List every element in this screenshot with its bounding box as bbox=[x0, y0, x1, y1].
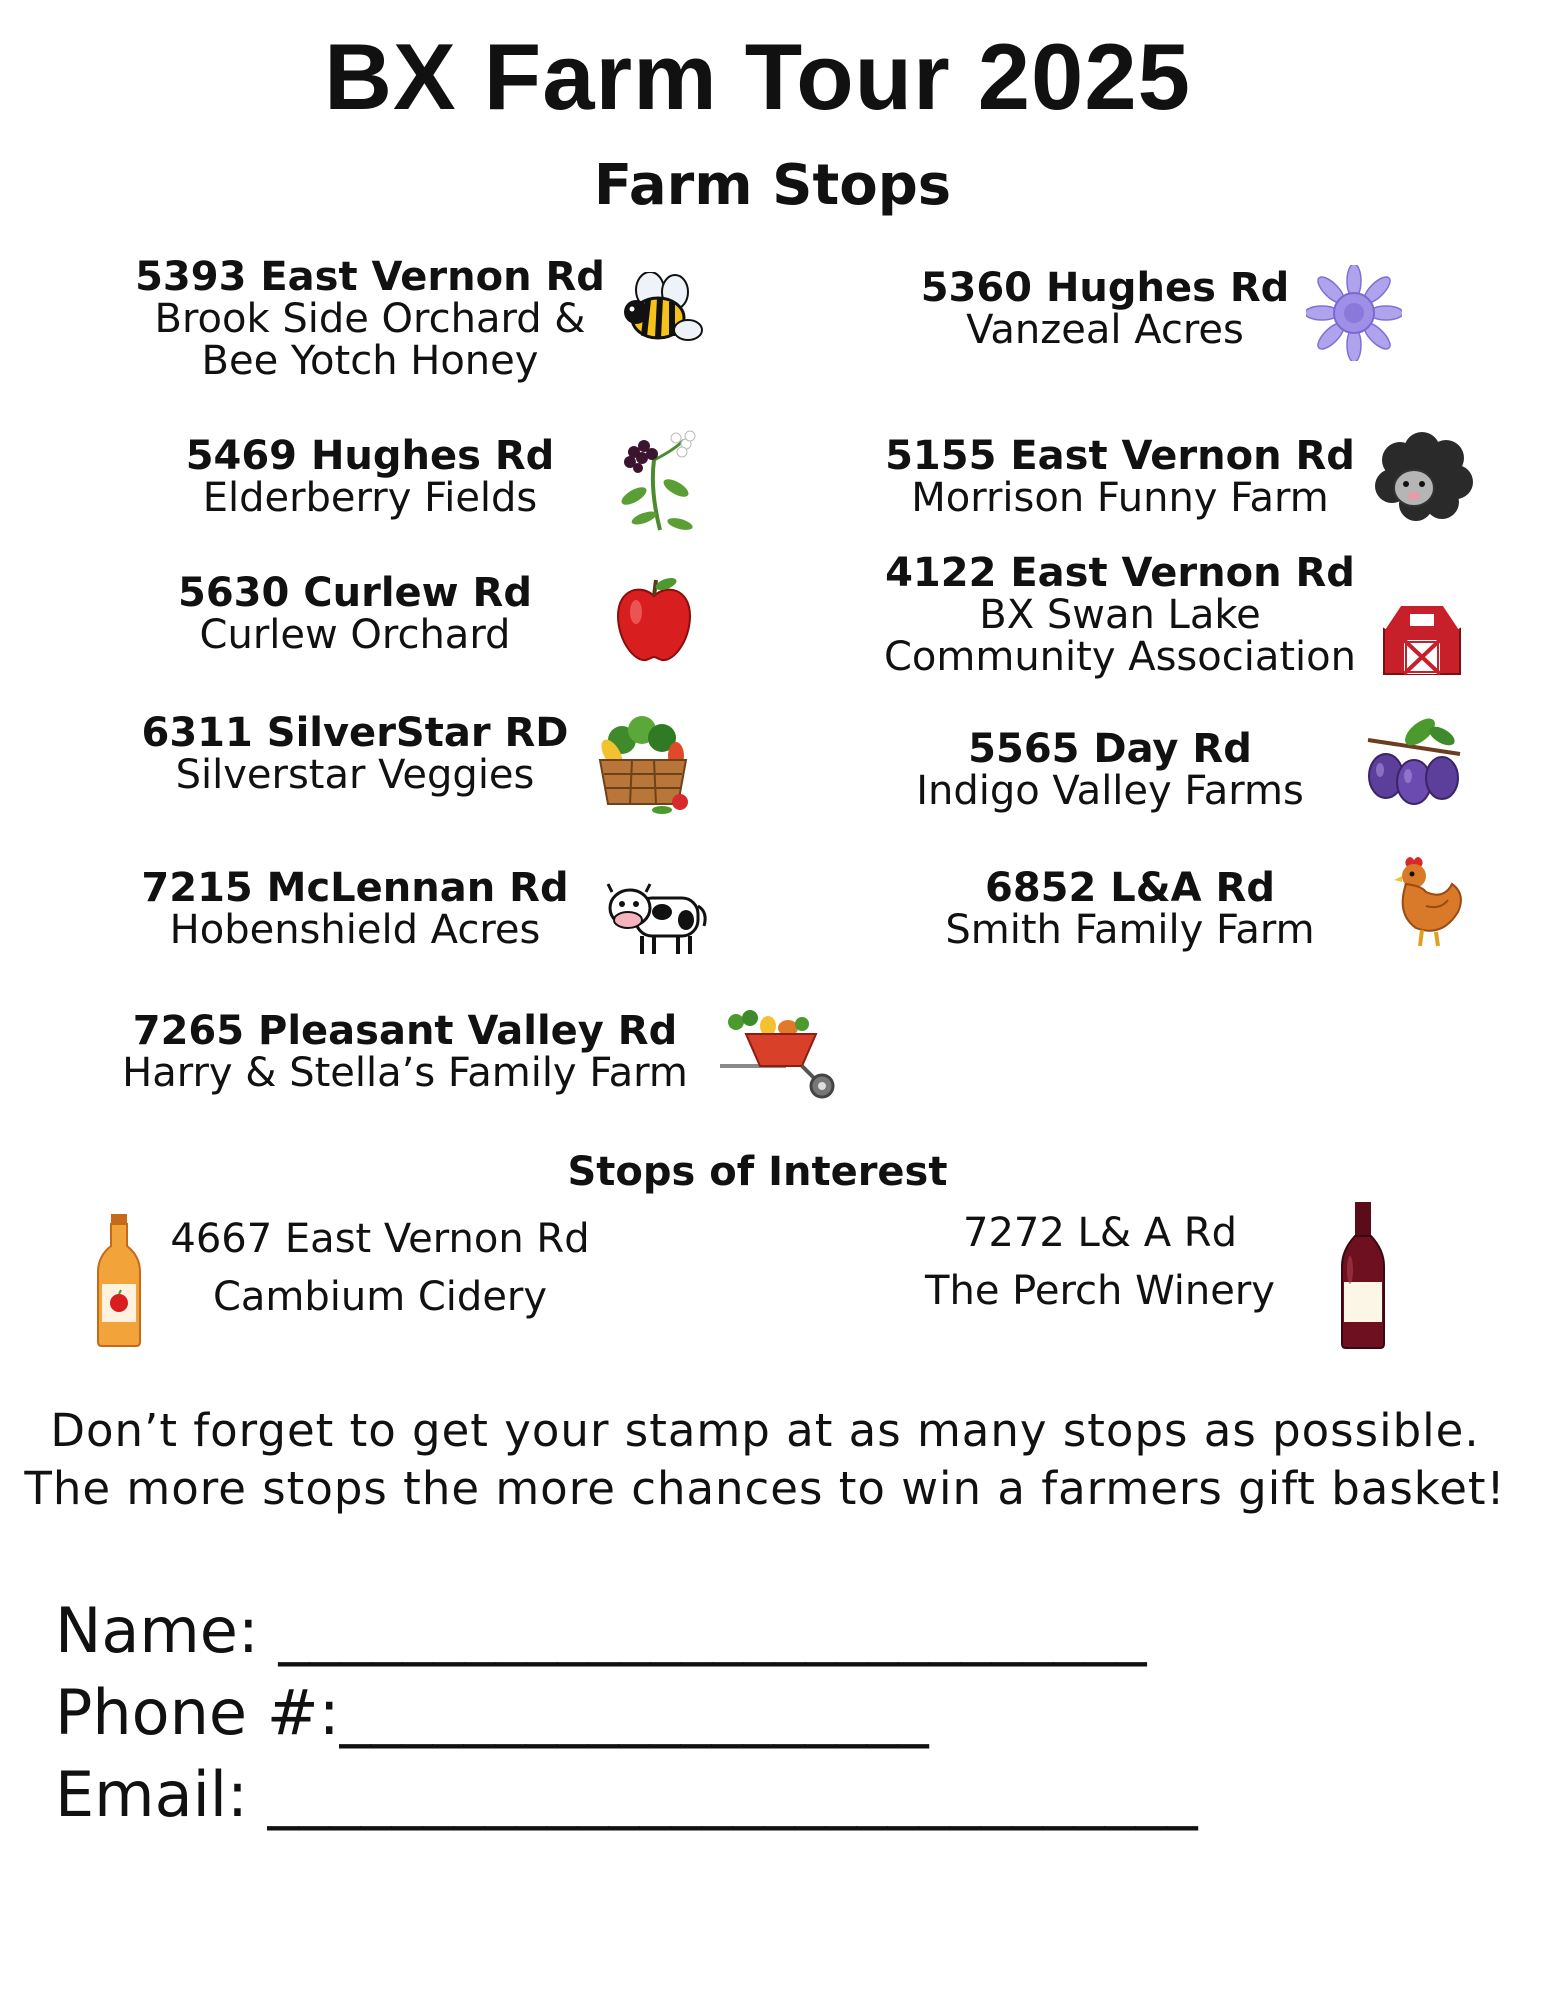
stop-address: 7215 McLennan Rd bbox=[141, 865, 569, 911]
section-title-farm-stops: Farm Stops bbox=[593, 153, 952, 218]
stamp-note bbox=[0, 1402, 1530, 1518]
farm-stop bbox=[920, 867, 1340, 951]
cow-icon bbox=[606, 878, 710, 958]
farm-stop bbox=[880, 435, 1360, 519]
stop-address: 7265 Pleasant Valley Rd bbox=[132, 1008, 678, 1054]
stop-address: 4122 East Vernon Rd bbox=[885, 550, 1355, 596]
farm-stop bbox=[140, 867, 570, 951]
stop-name: Curlew Orchard bbox=[199, 612, 511, 658]
email-field[interactable]: Email: ______________________________ bbox=[55, 1758, 1198, 1831]
stop-address: 6852 L&A Rd bbox=[985, 865, 1275, 911]
stop-name: Indigo Valley Farms bbox=[916, 768, 1304, 814]
stop-name: Community Association bbox=[884, 634, 1356, 680]
cider-bottle-icon bbox=[94, 1212, 144, 1348]
farm-stop bbox=[145, 572, 565, 656]
wine-bottle-icon bbox=[1338, 1200, 1388, 1350]
stop-address: 7272 L& A Rd bbox=[963, 1210, 1237, 1256]
stop-name: Brook Side Orchard & bbox=[154, 296, 586, 342]
farm-stop bbox=[870, 552, 1370, 678]
stop-address: 5155 East Vernon Rd bbox=[885, 433, 1355, 479]
barn-icon bbox=[1380, 596, 1464, 676]
stop-address: 6311 SilverStar RD bbox=[141, 710, 569, 756]
farm-stop bbox=[880, 728, 1340, 812]
stop-of-interest bbox=[900, 1204, 1300, 1320]
stop-name: Hobenshield Acres bbox=[169, 907, 541, 953]
stop-address: 5469 Hughes Rd bbox=[185, 433, 555, 479]
page-title: BX Farm Tour 2025 bbox=[324, 24, 1191, 129]
stop-of-interest bbox=[150, 1210, 610, 1326]
sheep-icon bbox=[1370, 430, 1474, 530]
stop-address: 5565 Day Rd bbox=[968, 726, 1252, 772]
section-title-stops-of-interest: Stops of Interest bbox=[567, 1149, 948, 1195]
stop-name: Cambium Cidery bbox=[212, 1274, 548, 1320]
elderberry-icon bbox=[614, 430, 700, 534]
name-field[interactable]: Name: ____________________________ bbox=[55, 1594, 1147, 1667]
stop-name: Harry & Stella’s Family Farm bbox=[122, 1050, 688, 1096]
farm-stop bbox=[120, 256, 620, 382]
plums-icon bbox=[1366, 718, 1462, 812]
stop-name: The Perch Winery bbox=[925, 1268, 1275, 1314]
stop-name: BX Swan Lake bbox=[979, 592, 1261, 638]
farm-stop bbox=[100, 1010, 710, 1094]
purple-flower-icon bbox=[1306, 265, 1402, 361]
stop-name: Bee Yotch Honey bbox=[201, 338, 539, 384]
note-line: Don’t forget to get your stamp at as many stops as possible. bbox=[50, 1404, 1480, 1457]
stop-name: Smith Family Farm bbox=[945, 907, 1315, 953]
apple-icon bbox=[612, 574, 696, 664]
wheelbarrow-icon bbox=[716, 1010, 840, 1100]
stop-address: 5630 Curlew Rd bbox=[178, 570, 532, 616]
stop-name: Vanzeal Acres bbox=[966, 307, 1244, 353]
farm-stop bbox=[880, 267, 1330, 351]
farm-stop bbox=[140, 712, 570, 796]
stop-name: Silverstar Veggies bbox=[175, 752, 535, 798]
phone-field[interactable]: Phone #:___________________ bbox=[55, 1676, 929, 1749]
note-line: The more stops the more chances to win a farmers gift basket! bbox=[24, 1462, 1506, 1515]
stop-address: 5393 East Vernon Rd bbox=[135, 254, 605, 300]
chicken-icon bbox=[1386, 854, 1466, 950]
stop-address: 4667 East Vernon Rd bbox=[170, 1216, 590, 1262]
farm-stop bbox=[155, 435, 585, 519]
bee-icon bbox=[620, 272, 704, 352]
stop-name: Morrison Funny Farm bbox=[911, 475, 1329, 521]
vegetable-basket-icon bbox=[592, 712, 696, 816]
stop-address: 5360 Hughes Rd bbox=[920, 265, 1290, 311]
stop-name: Elderberry Fields bbox=[202, 475, 538, 521]
